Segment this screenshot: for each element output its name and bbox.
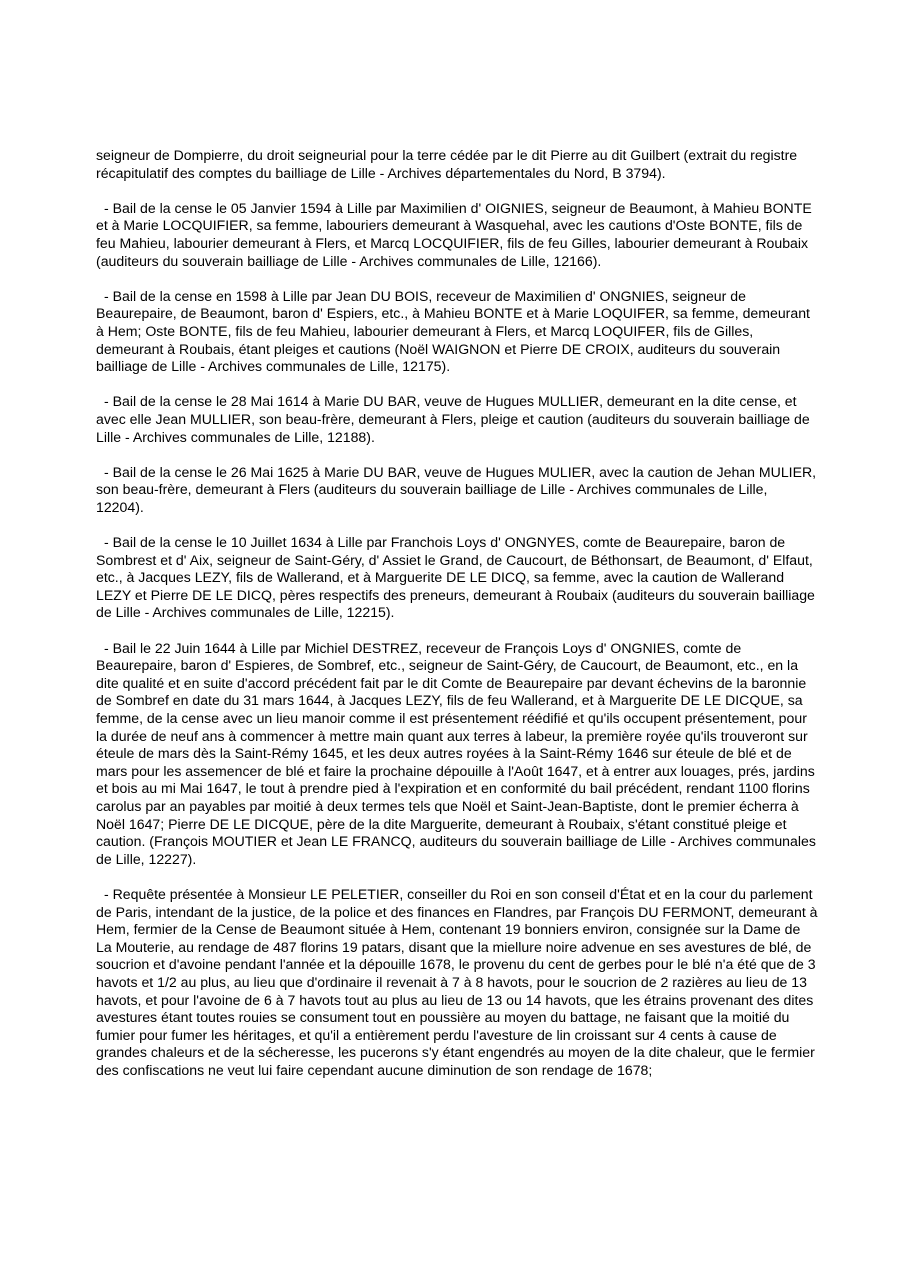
document-page [96,147,818,1097]
paragraph-requete: - Requête présentée à Monsieur LE PELETIER, conseiller du Roi en son conseil d'État et en la cour du parlement de Paris, intendant de la justice, de la police et des finances en Flandres, par François DU FERMONT, demeurant à Hem, fermier de la Cense de Beaumont située à Hem, contenant 19 bonniers environ, consignée sur la Dame de La Mouterie, au rendage de 487 florins 19 patars, disant que la miellure noire advenue en ses avestures de blé, de soucrion et d'avoine pendant l'année et la dépouille 1678, le provenu du cent de gerbes pour le blé n'a été que de 3 havots et 1/2 au plus, au lieu que d'ordinaire il revenait à 7 à 8 havots, pour le soucrion de 2 razières au lieu de 13 havots, et pour l'avoine de 6 à 7 havots tout au plus au lieu de 13 ou 14 havots, que les étrains provenant des dites avestures étant toutes rouies se consument tout en poussière au moyen du battage, ne faisant que la moitié du fumier pour fumer les héritages, et qu'il a entièrement perdu l'avesture de lin croissant sur 4 cents à cause de grandes chaleurs et de la sécheresse, les pucerons s'y étant engendrés au moyen de la dite chaleur, que le fermier des confiscations ne veut lui faire cependant aucune diminution de son rendage de 1678; [96,885,818,1078]
paragraph-bail-1598: - Bail de la cense en 1598 à Lille par Jean DU BOIS, receveur de Maximilien d' ONGNIES, seigneur de Beaurepaire, de Beaumont, baron d' Espiers, etc., à Mahieu BONTE et à Marie LOQUIFER, sa femme, demeurant à Hem; Oste BONTE, fils de feu Mahieu, labourier demeurant à Flers, et Marcq LOQUIFER, fils de Gilles, demeurant à Roubais, étant pleiges et cautions (Noël WAIGNON et Pierre DE CROIX, auditeurs du souverain bailliage de Lille - Archives communales de Lille, 12175). [96,287,810,375]
paragraph-continuation: seigneur de Dompierre, du droit seigneurial pour la terre cédée par le dit Pierre au dit Guilbert (extrait du registre récapitulatif des comptes du bailliage de Lille - Archives départementales du Nord, B 3794). [96,147,798,181]
paragraph-bail-1625: - Bail de la cense le 26 Mai 1625 à Marie DU BAR, veuve de Hugues MULIER, avec la caution de Jehan MULIER, son beau-frère, demeurant à Flers (auditeurs du souverain bailliage de Lille - Archives communales de Lille, 12204). [96,463,817,515]
paragraph-bail-1594: - Bail de la cense le 05 Janvier 1594 à Lille par Maximilien d' OIGNIES, seigneur de Beaumont, à Mahieu BONTE et à Marie LOCQUIFIER, sa femme, labouriers demeurant à Wasquehal, avec les cautions d'Oste BONTE, fils de feu Mahieu, labourier demeurant à Flers, et Marcq LOCQUIFIER, fils de feu Gilles, labourier demeurant à Roubaix (auditeurs du souverain bailliage de Lille - Archives communales de Lille, 12166). [96,199,812,269]
paragraph-bail-1614: - Bail de la cense le 28 Mai 1614 à Marie DU BAR, veuve de Hugues MULLIER, demeurant en la dite cense, et avec elle Jean MULLIER, son beau-frère, demeurant à Flers, pleige et caution (auditeurs du souverain bailliage de Lille - Archives communales de Lille, 12188). [96,393,810,445]
paragraph-bail-1644: - Bail le 22 Juin 1644 à Lille par Michiel DESTREZ, receveur de François Loys d' ONGNIES, comte de Beaurepaire, baron d' Espieres, de Sombref, etc., seigneur de Saint-Géry, de Caucourt, de Beaumont, etc., en la dite qualité et en suite d'accord précédent fait par le dit Comte de Beaurepaire par devant échevins de la baronnie de Sombref en date du 31 mars 1644, à Jacques LEZY, fils de feu Wallerand, et à Marguerite DE LE DICQUE, sa femme, de la cense avec un lieu manoir comme il est présentement réédifié et qu'ils occupent présentement, pour la durée de neuf ans à commencer à mettre main quant aux terres à labeur, la première royée qu'ils trouveront sur éteule de mars dès la Saint-Rémy 1645, et les deux autres royées à la Saint-Rémy 1646 sur éteule de blé et de mars pour les assemencer de blé et faire la prochaine dépouille à l'Août 1647, et à entrer aux louages, prés, jardins et bois au mi Mai 1647, le tout à prendre pied à l'expiration et en conformité du bail précédent, rendant 1100 florins carolus par an payables par moitié à deux termes tels que Noël et Saint-Jean-Baptiste, dont le premier écherra à Noël 1647; Pierre DE LE DICQUE, père de la dite Marguerite, demeurant à Roubaix, s'étant constitué pleige et caution. (François MOUTIER et Jean LE FRANCQ, auditeurs du souverain bailliage de Lille - Archives communales de Lille, 12227). [96,639,816,867]
paragraph-bail-1634: - Bail de la cense le 10 Juillet 1634 à Lille par Franchois Loys d' ONGNYES, comte de Beaurepaire, baron de Sombrest et d' Aix, seigneur de Saint-Géry, d' Assiet le Grand, de Caucourt, de Béthonsart, de Beaumont, d' Elfaut, etc., à Jacques LEZY, fils de Wallerand, et à Marguerite DE LE DICQ, sa femme, avec la caution de Wallerand LEZY et Pierre DE LE DICQ, pères respectifs des preneurs, demeurant à Roubaix (auditeurs du souverain bailliage de Lille - Archives communales de Lille, 12215). [96,534,815,621]
